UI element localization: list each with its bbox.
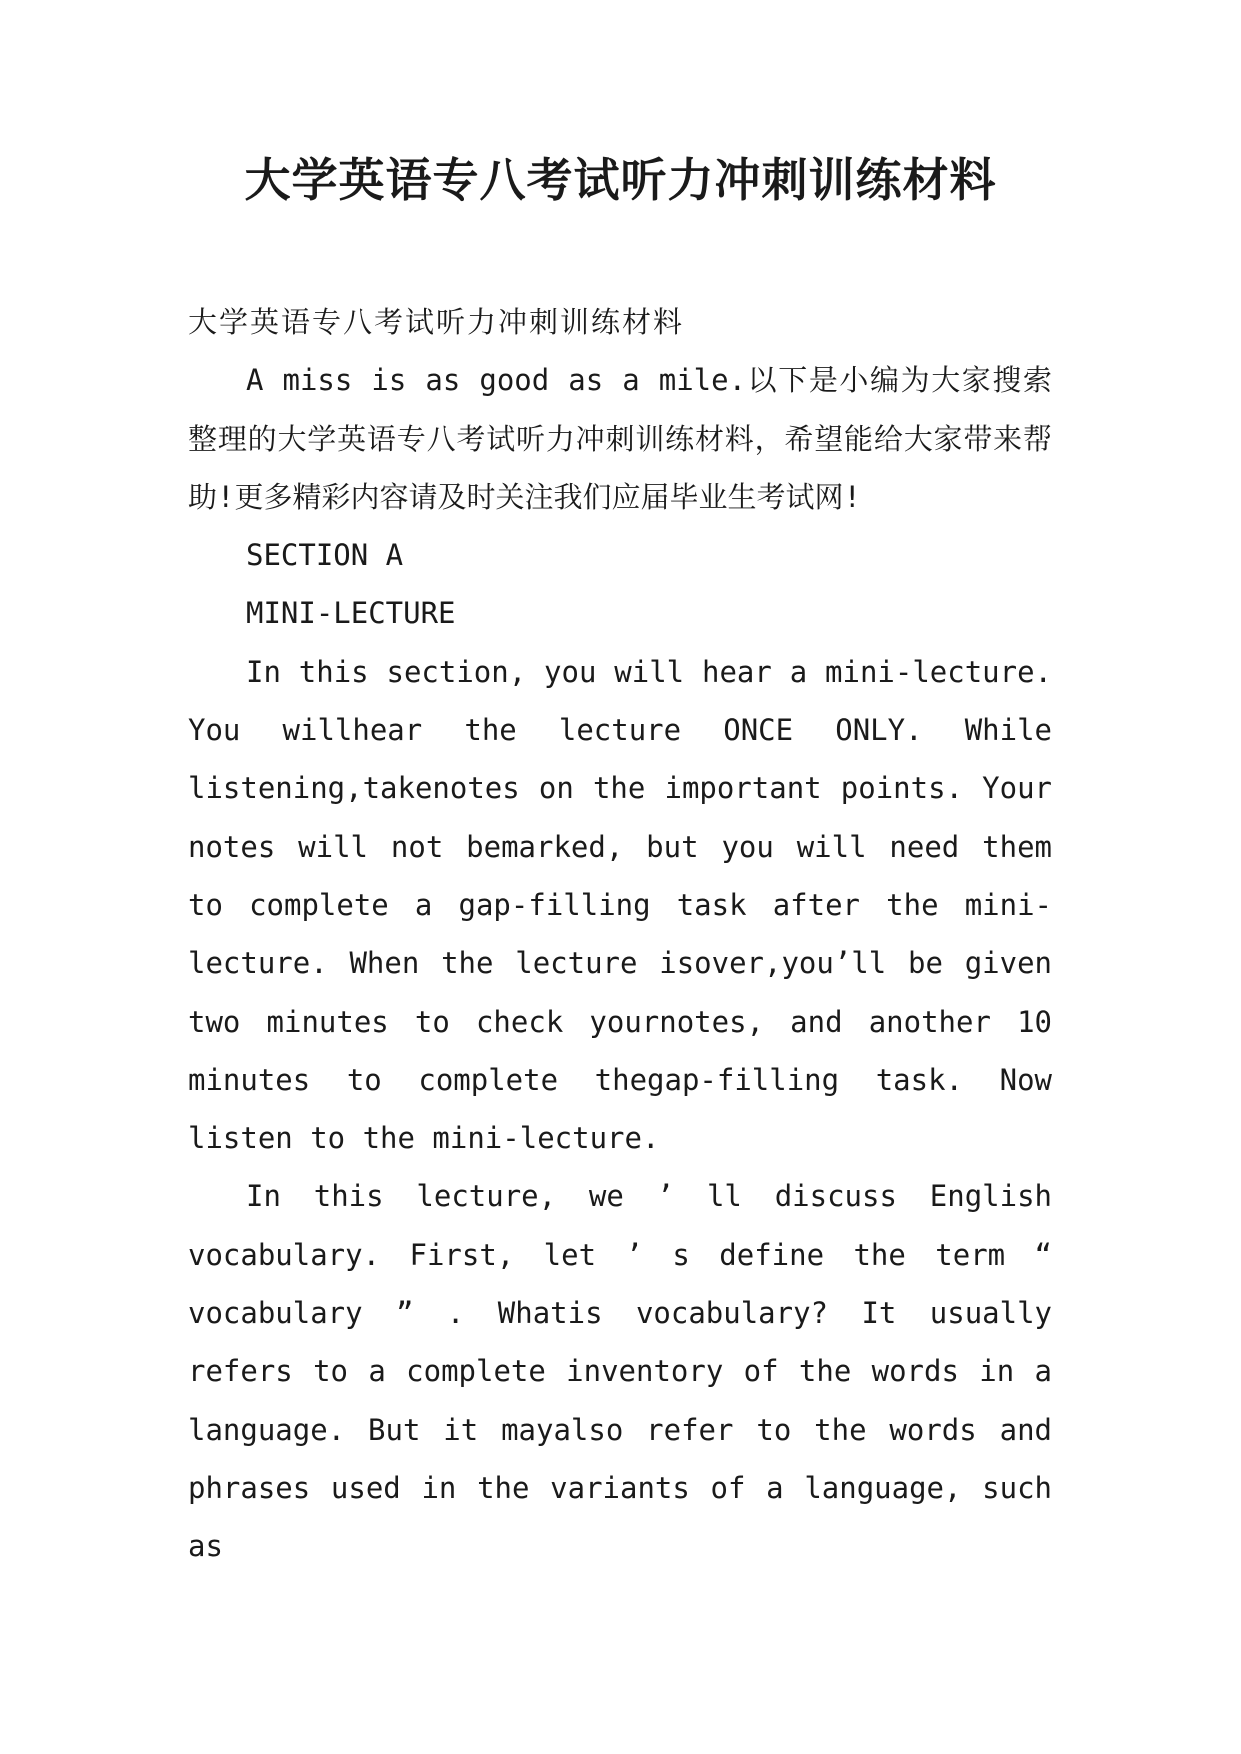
section-label: SECTION A xyxy=(246,538,404,573)
document-body xyxy=(188,293,1052,1576)
intro-paragraph: A miss is as good as a mile.以下是小编为大家搜索整理的大学英语专八考试听力冲刺训练材料，希望能给大家带来帮助!更多精彩内容请及时关注我们应届毕业生考试网! xyxy=(188,363,1052,514)
section-name: MINI-LECTURE xyxy=(246,596,456,631)
lecture-paragraph: In this lecture, we ’ ll discuss English vocabulary. First, let ’ s define the term “ vocabulary ” . Whatis vocabulary? It usually refers to a complete inventory of the words in a language. But it mayalso refer to the words and phrases used in the variants of a language, such as xyxy=(188,1179,1052,1564)
document-subtitle: 大学英语专八考试听力冲刺训练材料 xyxy=(188,305,685,339)
instructions-paragraph: In this section, you will hear a mini-lecture. You willhear the lecture ONCE ONLY. While listening,takenotes on the important points. Your notes will not bemarked, but you will need them to complete a gap-filling task after the mini-lecture. When the lecture isover,you’ll be given two minutes to check yournotes, and another 10 minutes to complete thegap-filling task. Now listen to the mini-lecture. xyxy=(188,654,1052,1156)
page-title: 大学英语专八考试听力冲刺训练材料 xyxy=(244,153,997,207)
